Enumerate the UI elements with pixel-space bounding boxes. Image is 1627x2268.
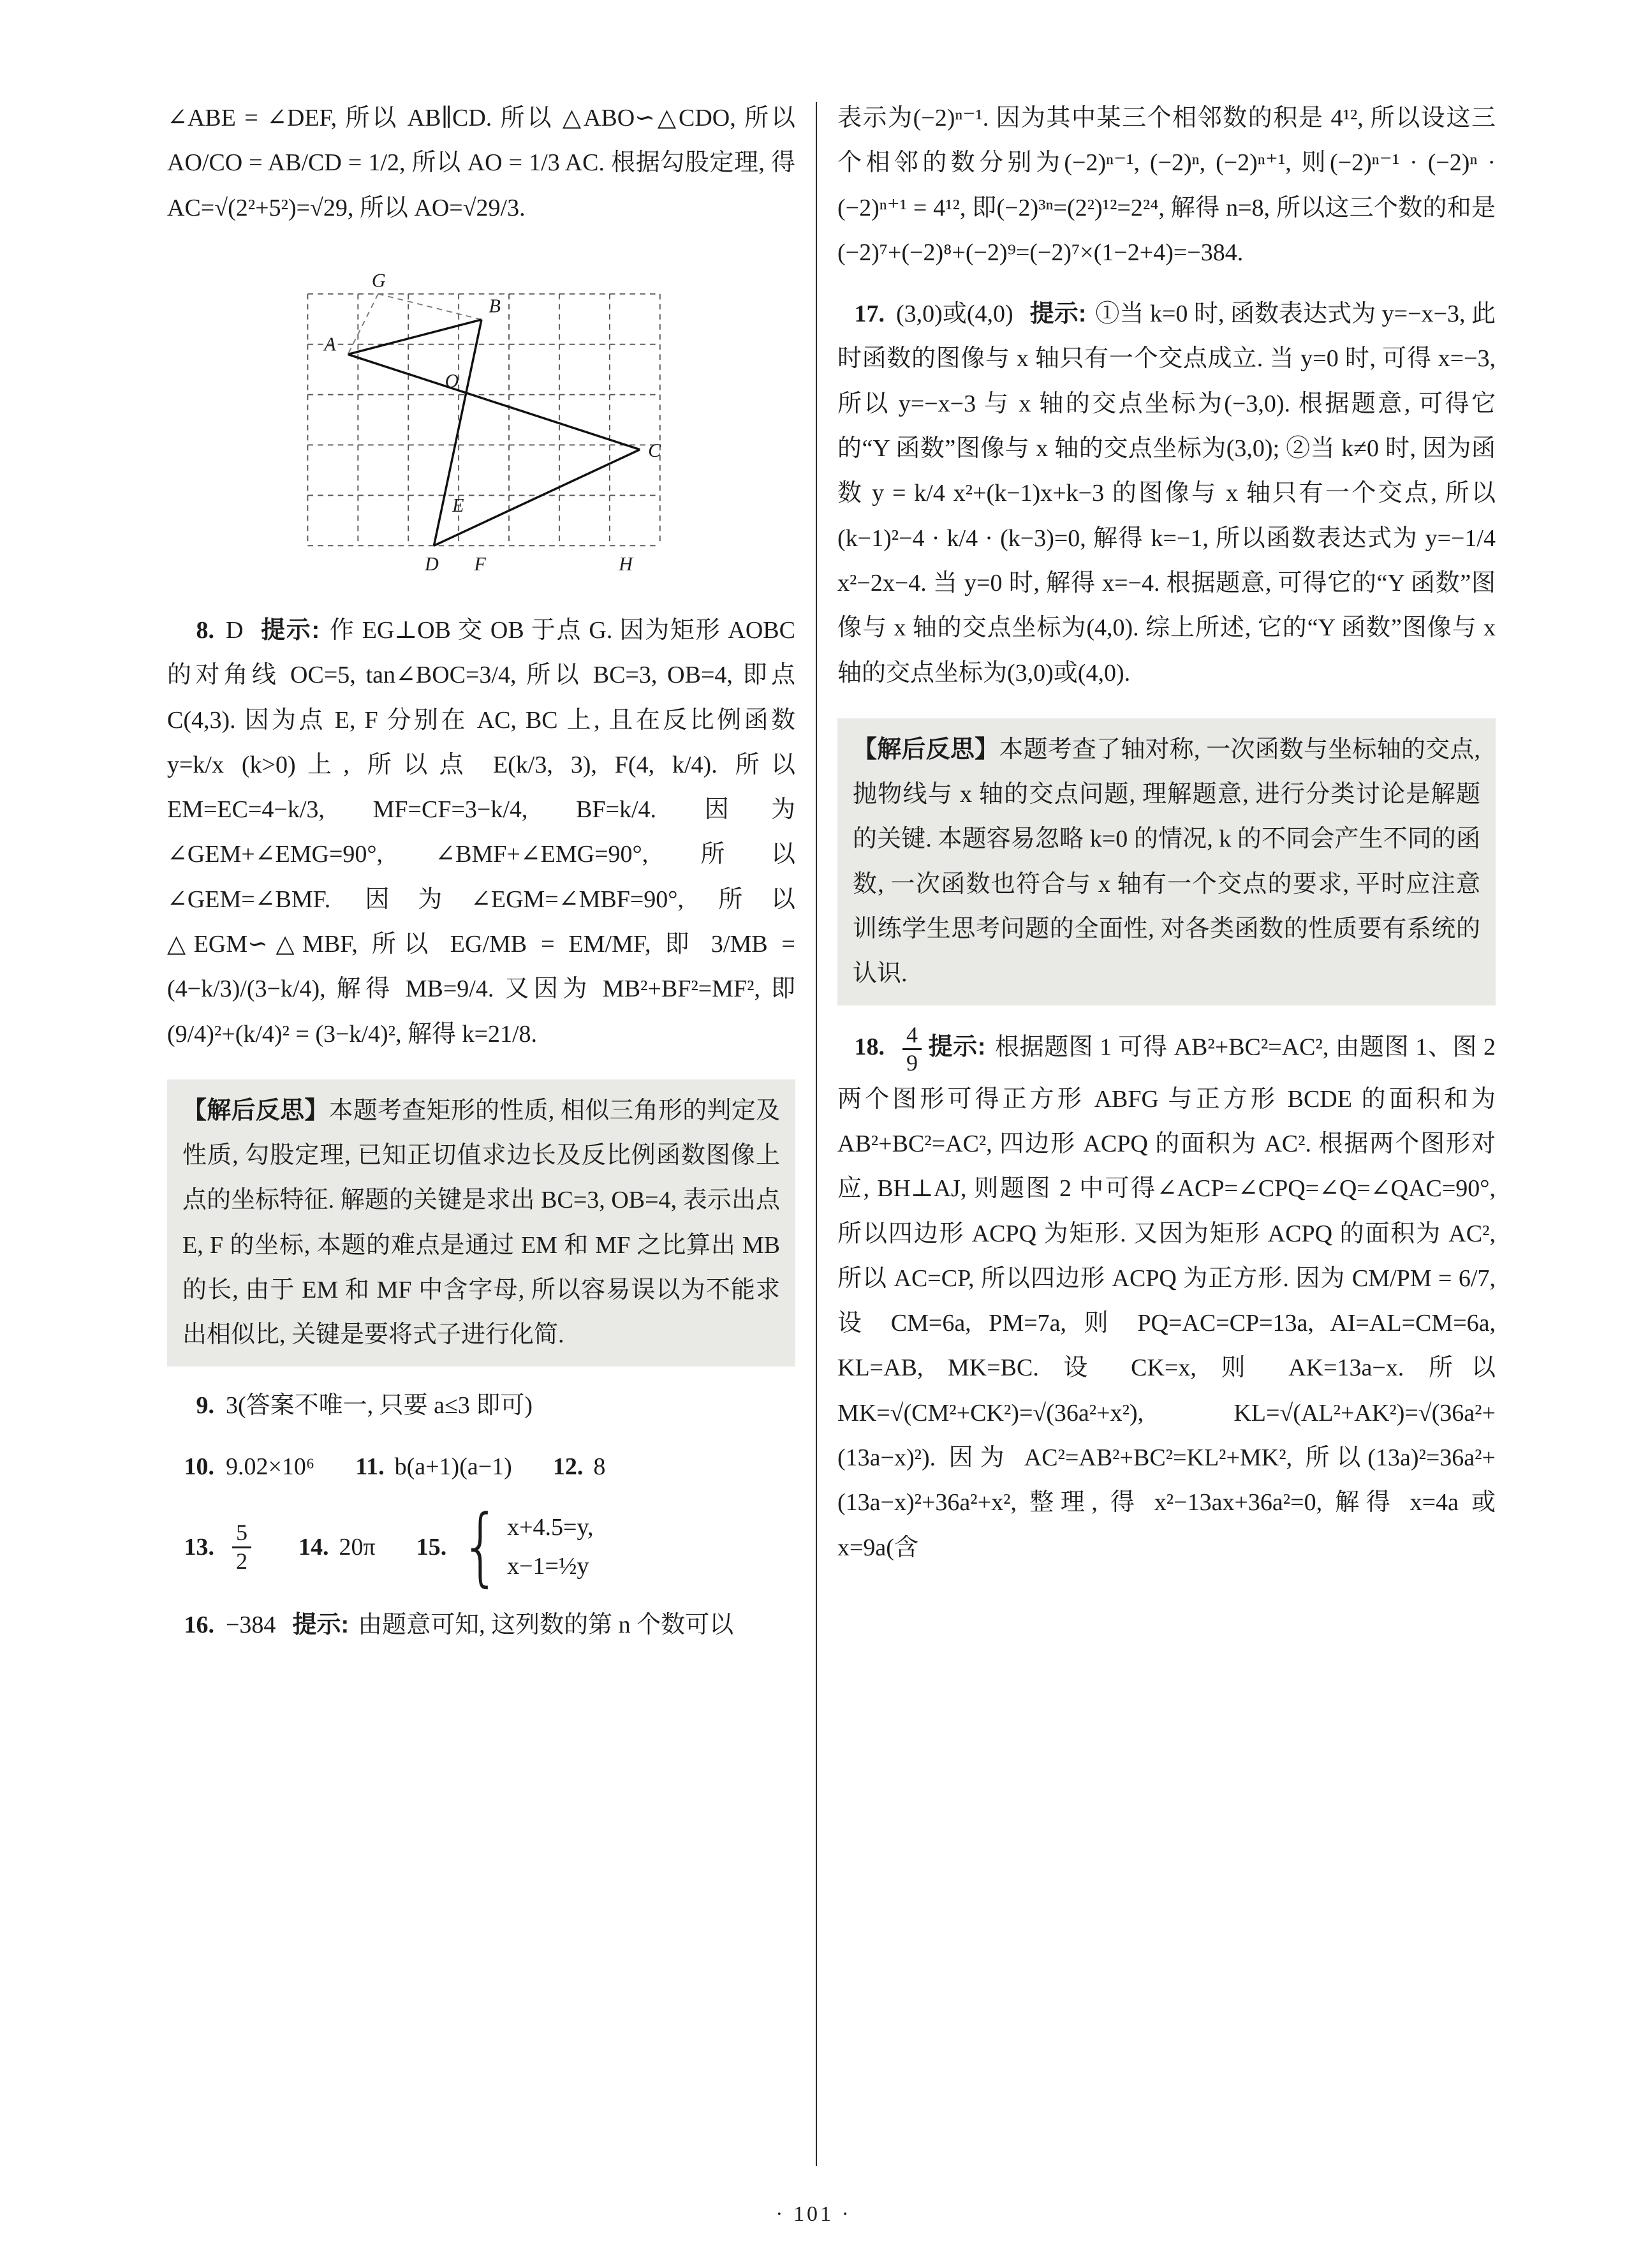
- fraction-answer-18: $\frac{4}{9}$: [902, 1022, 922, 1077]
- point-label-A: A: [323, 333, 336, 355]
- point-label-B: B: [488, 295, 501, 317]
- item-solution-text: ①当 k=0 时, 函数表达式为 y=−x−3, 此时函数的图像与 x 轴只有一个交点成立. 当 y=0 时, 可得 x=−3, 所以 y=−x−3 与 x 轴的交点坐标为(−3,0). 根据题意, 可得它的“Y 函数”图像与 x 轴的交点坐标为(3,0); ②当 k≠0 时, 因为函数 y = k/4 x²+(k−1)x+k−3 的图像与 x 轴只有一个交点, 所以(k−1)²−4 · k/4 · (k−3)=0, 解得 k=−1, 所以函数表达式为 y=−1/4 x²−2x−4. 当 y=0 时, 解得 x=−4. 根据题意, 可得它的“Y 函数”图像与 x 轴的交点坐标为(4,0). 综上所述, 它的“Y 函数”图像与 x 轴的交点坐标为(3,0)或(4,0).: [837, 300, 1496, 686]
- item-number: 17.: [854, 300, 885, 328]
- system-brace: {: [460, 1497, 501, 1596]
- item-number: 18.: [854, 1034, 885, 1061]
- item-number: 11.: [355, 1453, 385, 1480]
- reflection-text: 本题考查了轴对称, 一次函数与坐标轴的交点, 抛物线与 x 轴的交点问题, 理解题意, 进行分类讨论是解题的关键. 本题容易忽略 k=0 的情况, k 的不同会产生不同的函数, 一次函数也符合与 x 轴有一个交点的要求, 平时应注意训练学生思考问题的全面性, 对各类函数的性质要有系统的认识.: [853, 736, 1480, 988]
- system-equations: [507, 1508, 593, 1586]
- column-divider: [816, 102, 817, 2166]
- item-solution-text: 根据题图 1 可得 AB²+BC²=AC², 由题图 1、图 2 两个图形可得正方形 ABFG 与正方形 BCDE 的面积和为 AB²+BC²=AC², 四边形 ACPQ 的面积为 AC². 根据两个图形对应, BH⊥AJ, 则题图 2 中可得∠ACP=∠CPQ=∠Q=∠QAC=90°, 所以四边形 ACPQ 为矩形. 又因为矩形 ACPQ 的面积为 AC², 所以 AC=CP, 所以四边形 ACPQ 为正方形. 因为 CM/PM = 6/7, 设 CM=6a, PM=7a, 则 PQ=AC=CP=13a, AI=AL=CM=6a, KL=AB, MK=BC. 设 CK=x, 则 AK=13a−x. 所以 MK=√(CM²+CK²)=√(36a²+x²), KL=√(AL²+AK²)=√(36a²+(13a−x)²). 因为 AC²=AB²+BC²=KL²+MK², 所以(13a)²=36a²+(13a−x)²+36a²+x², 整理, 得 x²−13ax+36a²=0, 解得 x=4a 或 x=9a(含: [837, 1034, 1496, 1561]
- hint-label: 提示:: [1029, 300, 1087, 328]
- reflection-text: 本题考查矩形的性质, 相似三角形的判定及性质, 勾股定理, 已知正切值求边长及反比例函数图像上点的坐标特征. 解题的关键是求出 BC=3, OB=4, 表示出点 E, F 的坐标, 本题的难点是通过 EM 和 MF 之比算出 MB 的长, 由于 EM 和 MF 中含字母, 所以容易误以为不能求出相似比, 关键是要将式子进行化简.: [182, 1097, 780, 1349]
- page-number: · 101 ·: [776, 2202, 851, 2227]
- equation-2: x−1=½y: [507, 1553, 589, 1580]
- hint-label: 提示:: [260, 616, 320, 644]
- solution-continuation-16: 表示为(−2)ⁿ⁻¹. 因为其中某三个相邻数的积是 4¹², 所以设这三个相邻的数分别为(−2)ⁿ⁻¹, (−2)ⁿ, (−2)ⁿ⁺¹, 则(−2)ⁿ⁻¹ · (−2)ⁿ · (−2)ⁿ⁺¹ = 4¹², 即(−2)³ⁿ=(2²)¹²=2²⁴, 解得 n=8, 所以这三个数的和是(−2)⁷+(−2)⁸+(−2)⁹=(−2)⁷×(1−2+4)=−384.: [837, 105, 1496, 266]
- grid-figure-svg: [271, 248, 692, 591]
- point-label-O: O: [445, 369, 459, 392]
- geometry-figure: [271, 248, 692, 591]
- point-label-C: C: [647, 440, 661, 462]
- item-solution-text: 由题意可知, 这列数的第 n 个数可以: [358, 1611, 734, 1638]
- item-number: 16.: [184, 1611, 214, 1638]
- grid-lines: [307, 294, 659, 546]
- answer-item-8: [167, 608, 795, 1056]
- point-label-D: D: [424, 552, 439, 575]
- reflection-box-8: [167, 1079, 795, 1367]
- reflection-box-17: [837, 718, 1496, 1005]
- hint-label: 提示:: [928, 1034, 986, 1061]
- answer-item-17: [837, 292, 1496, 695]
- right-column: [837, 96, 1496, 2191]
- item-answer-12: 8: [593, 1453, 606, 1480]
- answer-item-16: [167, 1603, 795, 1647]
- answer-row-10-12: [167, 1444, 795, 1489]
- item-number: 10.: [184, 1453, 214, 1480]
- item-answer: −384: [226, 1611, 276, 1638]
- point-label-G: G: [371, 269, 386, 292]
- solution-continuation-7: ∠ABE = ∠DEF, 所以 AB∥CD. 所以 △ABO∽△CDO, 所以 AO/CO = AB/CD = 1/2, 所以 AO = 1/3 AC. 根据勾股定理, 得 AC=√(2²+5²)=√29, 所以 AO=√29/3.: [167, 105, 795, 221]
- item-answer: 3(答案不唯一, 只要 a≤3 即可): [226, 1391, 533, 1419]
- answer-item-18: [837, 1022, 1496, 1570]
- item-number: 9.: [196, 1391, 214, 1419]
- item-number: 8.: [196, 616, 214, 644]
- item-number: 14.: [298, 1533, 329, 1560]
- equation-1: x+4.5=y,: [507, 1514, 594, 1541]
- item-number: 13.: [184, 1533, 214, 1560]
- item-answer-14: 20π: [339, 1533, 376, 1560]
- hint-label: 提示:: [292, 1611, 350, 1638]
- answer-row-13-15: [167, 1497, 795, 1596]
- point-labels: [323, 269, 661, 575]
- item-solution-text: 作 EG⊥OB 交 OB 于点 G. 因为矩形 AOBC 的对角线 OC=5, tan∠BOC=3/4, 所以 BC=3, OB=4, 即点 C(4,3). 因为点 E, F 分别在 AC, BC 上, 且在反比例函数 y=k/x (k>0)上, 所以点 E(k/3, 3), F(4, k/4). 所以 EM=EC=4−k/3, MF=CF=3−k/4, BF=k/4. 因为∠GEM+∠EMG=90°, ∠BMF+∠EMG=90°, 所以∠GEM=∠BMF. 因为∠EGM=∠MBF=90°, 所以△EGM∽△MBF, 所以 EG/MB = EM/MF, 即 3/MB = (4−k/3)/(3−k/4), 解得 MB=9/4. 又因为 MB²+BF²=MF², 即 (9/4)²+(k/4)² = (3−k/4)², 解得 k=21/8.: [167, 616, 795, 1048]
- reflection-label: 【解后反思】: [853, 736, 999, 763]
- item-answer-10: 9.02×10⁶: [226, 1453, 315, 1480]
- item-number: 12.: [552, 1453, 584, 1480]
- solid-lines: [348, 320, 640, 545]
- answer-item-9: [167, 1383, 795, 1428]
- point-label-E: E: [452, 494, 464, 517]
- item-answer: D: [226, 616, 244, 644]
- fraction-answer-13: $\frac{5}{2}$: [232, 1520, 251, 1575]
- reflection-label: 【解后反思】: [182, 1097, 329, 1124]
- point-label-H: H: [618, 552, 633, 575]
- equation-system-15: [460, 1497, 594, 1596]
- left-column: [167, 96, 795, 2191]
- point-label-F: F: [474, 552, 486, 575]
- item-answer: (3,0)或(4,0): [896, 300, 1013, 328]
- item-answer-11: b(a+1)(a−1): [394, 1453, 512, 1480]
- item-number: 15.: [416, 1533, 447, 1560]
